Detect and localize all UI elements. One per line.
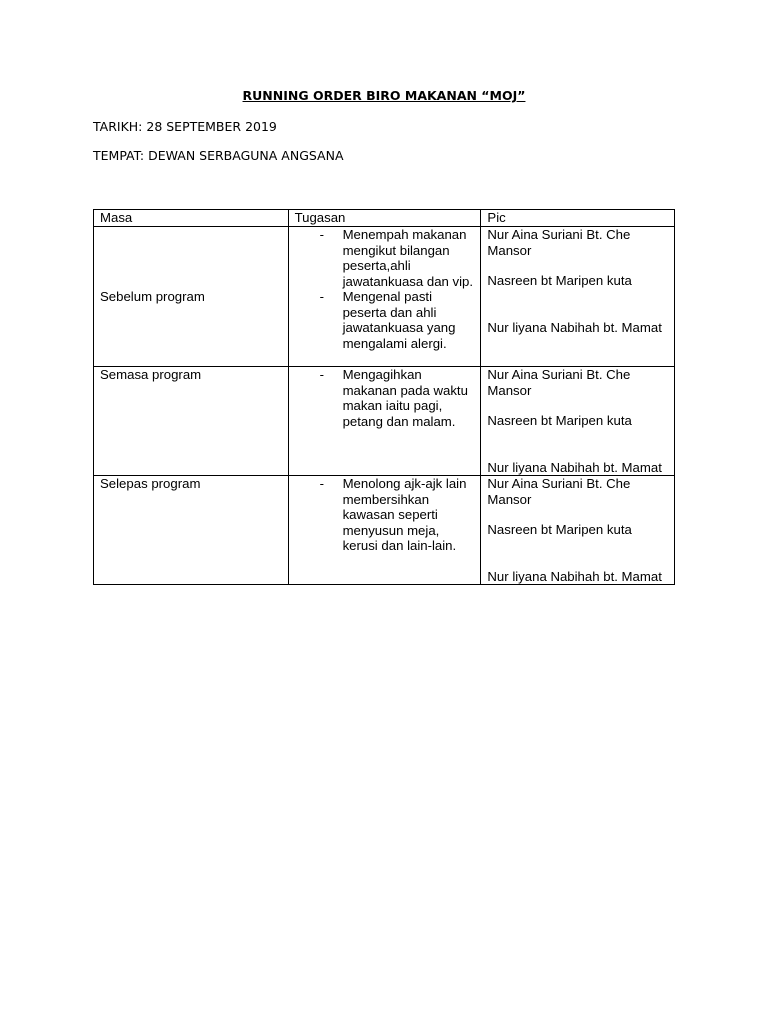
pic-cell [481,227,675,367]
task-item: - Menempah makanan mengikut bilangan peserta,ahli jawatankuasa dan vip. [320,227,475,289]
masa-cell: Selepas program [94,476,289,585]
running-order-table [93,209,675,585]
masa-cell: Sebelum program [94,227,289,367]
pic-name: Nasreen bt Maripen kuta [487,413,632,428]
tugasan-cell [288,227,481,367]
tugasan-cell [288,476,481,585]
place-line: TEMPAT: DEWAN SERBAGUNA ANGSANA [93,148,344,163]
table-row [94,476,675,585]
task-item: - Mengagihkan makanan pada waktu makan iaitu pagi, petang dan malam. [320,367,475,429]
task-item: - Mengenal pasti peserta dan ahli jawatankuasa yang mengalami alergi. [320,289,475,351]
header-masa: Masa [94,210,289,227]
pic-name: Nasreen bt Maripen kuta [487,273,632,288]
table-row [94,227,675,367]
pic-name: Nur liyana Nabihah bt. Mamat [487,568,662,584]
pic-name: Nasreen bt Maripen kuta [487,522,632,537]
pic-cell [481,367,675,476]
pic-name: Nur liyana Nabihah bt. Mamat [487,459,662,475]
pic-name: Nur Aina Suriani Bt. Che Mansor [487,476,631,507]
pic-cell [481,476,675,585]
pic-name: Nur Aina Suriani Bt. Che Mansor [487,227,631,258]
date-line: TARIKH: 28 SEPTEMBER 2019 [93,119,277,134]
table-row [94,367,675,476]
pic-name: Nur Aina Suriani Bt. Che Mansor [487,367,631,398]
header-pic: Pic [481,210,675,227]
document-title: RUNNING ORDER BIRO MAKANAN “MOJ” [242,88,526,103]
pic-name: Nur liyana Nabihah bt. Mamat [487,319,662,335]
masa-cell: Semasa program [94,367,289,476]
tugasan-cell [288,367,481,476]
header-tugasan: Tugasan [288,210,481,227]
table-header-row [94,210,675,227]
task-item: - Menolong ajk-ajk lain membersihkan kawasan seperti menyusun meja, kerusi dan lain-lain. [320,476,475,554]
